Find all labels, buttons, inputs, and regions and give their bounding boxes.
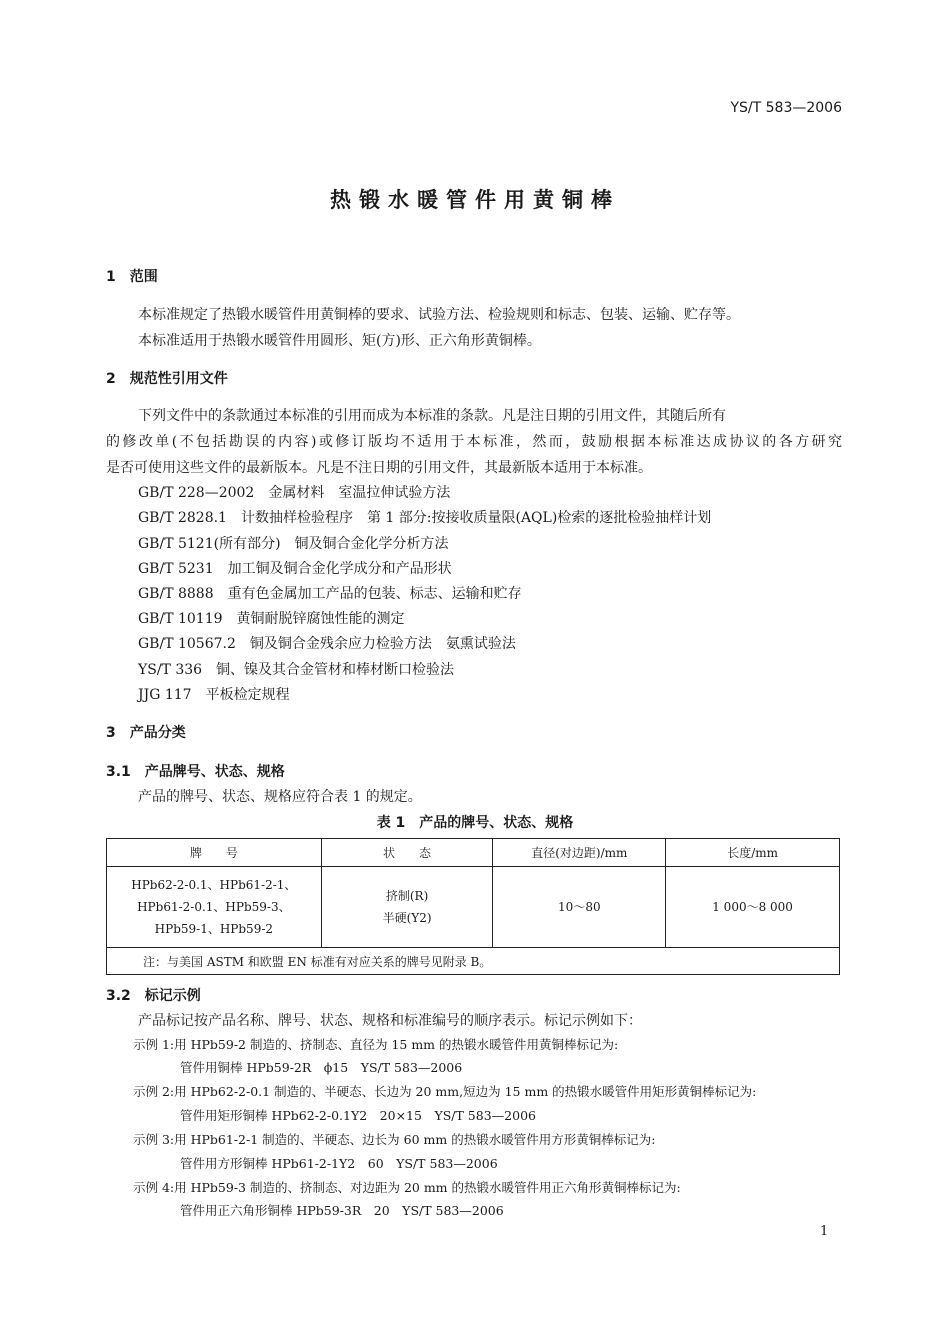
example-description: 示例 2:用 HPb62-2-0.1 制造的、半硬态、长边为 20 mm,短边为 15 mm 的热锻水暖管件用矩形黄铜棒标记为:: [133, 1084, 757, 1099]
reference-item: GB/T 2828.1 计数抽样检验程序 第 1 部分:按接收质量限(AQL)检索的逐批检验抽样计划: [138, 510, 712, 526]
table-note: 注：与美国 ASTM 和欧盟 EN 标准有对应关系的牌号见附录 B。: [107, 948, 840, 975]
table-caption: 表 1 产品的牌号、状态、规格: [376, 815, 574, 831]
section-2-paragraph-line-2: 的修改单(不包括勘误的内容)或修订版均不适用于本标准，然而，鼓励根据本标准达成协议的各方研究: [106, 434, 842, 450]
grade-cell: [107, 867, 322, 948]
state-line: 半硬(Y2): [382, 911, 432, 925]
grade-line: HPb59-1、HPb59-2: [154, 922, 274, 936]
section-2-heading: 2 规范性引用文件: [106, 371, 228, 387]
section-1-paragraph-2: 本标准适用于热锻水暖管件用圆形、矩(方)形、正六角形黄铜棒。: [138, 333, 541, 349]
table-header-cell: 直径(对边距)/mm: [493, 839, 666, 867]
section-1-heading: 1 范围: [106, 269, 158, 285]
section-3-heading: 3 产品分类: [106, 725, 186, 741]
table-header-cell: 长度/mm: [666, 839, 840, 867]
reference-item: GB/T 228—2002 金属材料 室温拉伸试验方法: [138, 485, 451, 501]
example-description: 示例 4:用 HPb59-3 制造的、挤制态、对边距为 20 mm 的热锻水暖管件用正六角形黄铜棒标记为:: [133, 1180, 681, 1195]
table-header-cell: 牌 号: [107, 839, 322, 867]
reference-item: GB/T 8888 重有色金属加工产品的包装、标志、运输和贮存: [138, 586, 522, 602]
section-2-paragraph-line-1: 下列文件中的条款通过本标准的引用而成为本标准的条款。凡是注日期的引用文件，其随后所有: [138, 408, 726, 424]
example-mark: 管件用铜棒 HPb59-2R ϕ15 YS/T 583—2006: [180, 1060, 463, 1075]
reference-item: GB/T 5231 加工铜及铜合金化学成分和产品形状: [138, 561, 452, 577]
section-1-paragraph-1: 本标准规定了热锻水暖管件用黄铜棒的要求、试验方法、检验规则和标志、包装、运输、贮存等。: [138, 307, 740, 323]
example-mark: 管件用方形铜棒 HPb61-2-1Y2 60 YS/T 583—2006: [180, 1156, 498, 1171]
state-line: 挤制(R): [385, 889, 429, 903]
state-cell: [321, 867, 493, 948]
example-description: 示例 1:用 HPb59-2 制造的、挤制态、直径为 15 mm 的热锻水暖管件用黄铜棒标记为:: [133, 1037, 619, 1052]
section-3-2-paragraph: 产品标记按产品名称、牌号、状态、规格和标准编号的顺序表示。标记示例如下：: [138, 1013, 642, 1029]
section-3-2-heading: 3.2 标记示例: [106, 988, 201, 1004]
table-note-row: [107, 948, 840, 975]
example-description: 示例 3:用 HPb61-2-1 制造的、半硬态、边长为 60 mm 的热锻水暖管件用方形黄铜棒标记为:: [133, 1132, 656, 1147]
document-title: 热锻水暖管件用黄铜棒: [330, 188, 620, 212]
product-spec-table: [106, 838, 840, 975]
standard-code-header: YS/T 583—2006: [730, 100, 842, 116]
section-2-paragraph-line-3: 是否可使用这些文件的最新版本。凡是不注日期的引用文件，其最新版本适用于本标准。: [106, 460, 652, 476]
reference-item: YS/T 336 铜、镍及其合金管材和棒材断口检验法: [138, 662, 455, 678]
section-3-1-paragraph: 产品的牌号、状态、规格应符合表 1 的规定。: [138, 789, 422, 805]
reference-item: JJG 117 平板检定规程: [138, 687, 290, 703]
reference-item: GB/T 5121(所有部分) 铜及铜合金化学分析方法: [138, 536, 449, 552]
reference-item: GB/T 10119 黄铜耐脱锌腐蚀性能的测定: [138, 611, 405, 627]
table-row: [107, 867, 840, 948]
diameter-cell: 10～80: [493, 867, 666, 948]
example-mark: 管件用矩形铜棒 HPb62-2-0.1Y2 20×15 YS/T 583—2006: [180, 1108, 536, 1123]
section-3-1-heading: 3.1 产品牌号、状态、规格: [106, 764, 285, 780]
table-header-cell: 状 态: [321, 839, 493, 867]
table-header-row: [107, 839, 840, 867]
grade-line: HPb61-2-0.1、HPb59-3、: [137, 900, 291, 914]
page-number: 1: [820, 1224, 829, 1239]
example-mark: 管件用正六角形铜棒 HPb59-3R 20 YS/T 583—2006: [180, 1203, 504, 1218]
length-cell: 1 000～8 000: [666, 867, 840, 948]
grade-line: HPb62-2-0.1、HPb61-2-1、: [131, 878, 297, 892]
reference-item: GB/T 10567.2 铜及铜合金残余应力检验方法 氨熏试验法: [138, 636, 516, 652]
